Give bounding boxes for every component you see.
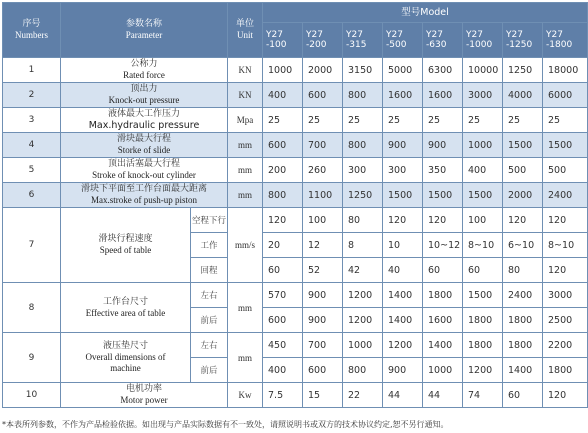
value-cell: 1400 xyxy=(383,308,423,333)
param-header-cn: 参数名称 xyxy=(126,19,163,29)
table-row xyxy=(3,333,588,358)
value-cell: 570 xyxy=(263,283,303,308)
value-cell: 120 xyxy=(503,208,543,233)
value-cell: 1500 xyxy=(463,283,503,308)
value-cell: 900 xyxy=(383,358,423,383)
value-cell: 6~10 xyxy=(503,233,543,258)
param-name: 工作台尺寸 Effective area of table xyxy=(61,283,191,333)
model-y27-1250: Y27 -1250 xyxy=(503,23,543,58)
value-cell: 1500 xyxy=(503,133,543,158)
unit-cell: mm xyxy=(228,158,263,183)
value-cell: 7.5 xyxy=(263,383,303,408)
value-cell: 120 xyxy=(543,383,588,408)
value-cell: 1400 xyxy=(383,283,423,308)
param-name: 顶出活塞最大行程 Stroke of knock-out cylinder xyxy=(61,158,228,183)
row-number: 9 xyxy=(3,333,61,383)
value-cell: 1000 xyxy=(343,333,383,358)
unit-cell: KN xyxy=(228,58,263,83)
value-cell: 1000 xyxy=(423,358,463,383)
value-cell: 8~10 xyxy=(543,233,588,258)
spec-table xyxy=(2,2,588,408)
model-y27-500: Y27 -500 xyxy=(383,23,423,58)
value-cell: 1200 xyxy=(343,308,383,333)
row-number: 6 xyxy=(3,183,61,208)
value-cell: 8 xyxy=(343,233,383,258)
value-cell: 100 xyxy=(303,208,343,233)
sub-label: 左右 xyxy=(191,333,228,358)
row-number: 10 xyxy=(3,383,61,408)
unit-cell: mm xyxy=(228,283,263,333)
value-cell: 44 xyxy=(383,383,423,408)
value-cell: 350 xyxy=(423,158,463,183)
unit-cell: Mpa xyxy=(228,108,263,133)
table-row xyxy=(3,208,588,233)
value-cell: 260 xyxy=(303,158,343,183)
unit-cell: KN xyxy=(228,83,263,108)
value-cell: 1200 xyxy=(463,358,503,383)
value-cell: 20 xyxy=(263,233,303,258)
value-cell: 1250 xyxy=(503,58,543,83)
value-cell: 600 xyxy=(303,83,343,108)
value-cell: 1800 xyxy=(503,333,543,358)
value-cell: 1800 xyxy=(503,308,543,333)
value-cell: 400 xyxy=(263,358,303,383)
unit-header-cn: 单位 xyxy=(236,19,255,29)
value-cell: 1500 xyxy=(463,183,503,208)
param-name: 电机功率 Motor power xyxy=(61,383,228,408)
value-cell: 80 xyxy=(503,258,543,283)
value-cell: 2400 xyxy=(543,183,588,208)
sub-label: 前后 xyxy=(191,358,228,383)
value-cell: 1600 xyxy=(423,308,463,333)
value-cell: 120 xyxy=(543,258,588,283)
value-cell: 1600 xyxy=(423,83,463,108)
value-cell: 60 xyxy=(503,383,543,408)
unit-cell: mm xyxy=(228,133,263,158)
value-cell: 120 xyxy=(263,208,303,233)
model-y27-1000: Y27 -1000 xyxy=(463,23,503,58)
value-cell: 4000 xyxy=(503,83,543,108)
seq-header xyxy=(3,3,61,58)
param-name: 顶出力 Knock-out pressure xyxy=(61,83,228,108)
unit-cell: mm xyxy=(228,333,263,383)
value-cell: 40 xyxy=(383,258,423,283)
value-cell: 1000 xyxy=(463,133,503,158)
value-cell: 120 xyxy=(383,208,423,233)
model-y27-630: Y27 -630 xyxy=(423,23,463,58)
value-cell: 500 xyxy=(543,158,588,183)
row-number: 5 xyxy=(3,158,61,183)
row-number: 3 xyxy=(3,108,61,133)
table-row xyxy=(3,158,588,183)
param-name: 滑块下平面至工作台面最大距离 Max.stroke of push-up piston xyxy=(61,183,228,208)
value-cell: 1000 xyxy=(263,58,303,83)
value-cell: 450 xyxy=(263,333,303,358)
value-cell: 6000 xyxy=(543,83,588,108)
value-cell: 900 xyxy=(383,133,423,158)
value-cell: 1500 xyxy=(543,133,588,158)
value-cell: 900 xyxy=(423,133,463,158)
value-cell: 800 xyxy=(343,133,383,158)
value-cell: 25 xyxy=(423,108,463,133)
table-row xyxy=(3,83,588,108)
value-cell: 5000 xyxy=(383,58,423,83)
unit-cell: mm/s xyxy=(228,208,263,283)
value-cell: 6300 xyxy=(423,58,463,83)
value-cell: 600 xyxy=(263,308,303,333)
row-number: 1 xyxy=(3,58,61,83)
seq-header-en: Numbers xyxy=(15,30,48,40)
value-cell: 25 xyxy=(463,108,503,133)
sub-label: 工作 xyxy=(191,233,228,258)
table-row xyxy=(3,383,588,408)
value-cell: 25 xyxy=(543,108,588,133)
value-cell: 900 xyxy=(303,283,343,308)
value-cell: 1400 xyxy=(503,358,543,383)
model-y27-100: Y27 -100 xyxy=(263,23,303,58)
row-number: 2 xyxy=(3,83,61,108)
header-row xyxy=(3,3,588,23)
value-cell: 74 xyxy=(463,383,503,408)
value-cell: 3000 xyxy=(543,283,588,308)
param-name: 公称力 Rated force xyxy=(61,58,228,83)
unit-cell: mm xyxy=(228,183,263,208)
param-header-en: Parameter xyxy=(125,30,163,40)
value-cell: 2400 xyxy=(503,283,543,308)
model-y27-200: Y27 -200 xyxy=(303,23,343,58)
value-cell: 1200 xyxy=(343,283,383,308)
value-cell: 500 xyxy=(503,158,543,183)
value-cell: 600 xyxy=(303,358,343,383)
value-cell: 1500 xyxy=(423,183,463,208)
value-cell: 600 xyxy=(263,133,303,158)
sub-label: 前后 xyxy=(191,308,228,333)
param-header xyxy=(61,3,228,58)
value-cell: 80 xyxy=(343,208,383,233)
value-cell: 25 xyxy=(303,108,343,133)
value-cell: 60 xyxy=(423,258,463,283)
value-cell: 60 xyxy=(463,258,503,283)
value-cell: 1200 xyxy=(383,333,423,358)
value-cell: 10 xyxy=(383,233,423,258)
value-cell: 10000 xyxy=(463,58,503,83)
value-cell: 120 xyxy=(543,208,588,233)
value-cell: 2000 xyxy=(503,183,543,208)
value-cell: 2500 xyxy=(543,308,588,333)
sub-label: 空程下行 xyxy=(191,208,228,233)
value-cell: 52 xyxy=(303,258,343,283)
table-row xyxy=(3,133,588,158)
sub-label: 左右 xyxy=(191,283,228,308)
param-name: 液体最大工作压力 Max.hydraulic pressure xyxy=(61,108,228,133)
value-cell: 100 xyxy=(463,208,503,233)
param-name: 液压垫尺寸 Overall dimensions of machine xyxy=(61,333,191,383)
value-cell: 300 xyxy=(383,158,423,183)
value-cell: 1800 xyxy=(463,308,503,333)
model-y27-1800: Y27 -1800 xyxy=(543,23,588,58)
value-cell: 10~12 xyxy=(423,233,463,258)
seq-header-cn: 序号 xyxy=(22,19,41,29)
row-number: 4 xyxy=(3,133,61,158)
unit-cell: Kw xyxy=(228,383,263,408)
value-cell: 800 xyxy=(343,83,383,108)
value-cell: 1500 xyxy=(383,183,423,208)
value-cell: 400 xyxy=(263,83,303,108)
model-header: 型号Model xyxy=(263,3,588,23)
value-cell: 1800 xyxy=(463,333,503,358)
value-cell: 700 xyxy=(303,133,343,158)
value-cell: 300 xyxy=(343,158,383,183)
footnote: *本表所列参数，不作为产品检验依据。如出现与产品实际数据有不一致处，请照说明书或双方的技术协议约定,恕不另行通知。 xyxy=(2,420,449,429)
value-cell: 44 xyxy=(423,383,463,408)
value-cell: 18000 xyxy=(543,58,588,83)
value-cell: 60 xyxy=(263,258,303,283)
value-cell: 1400 xyxy=(423,333,463,358)
sub-label: 回程 xyxy=(191,258,228,283)
table-row xyxy=(3,108,588,133)
value-cell: 1800 xyxy=(423,283,463,308)
value-cell: 120 xyxy=(423,208,463,233)
value-cell: 1100 xyxy=(303,183,343,208)
value-cell: 800 xyxy=(343,358,383,383)
value-cell: 3000 xyxy=(463,83,503,108)
value-cell: 200 xyxy=(263,158,303,183)
table-row xyxy=(3,58,588,83)
value-cell: 8~10 xyxy=(463,233,503,258)
value-cell: 22 xyxy=(343,383,383,408)
row-number: 7 xyxy=(3,208,61,283)
value-cell: 900 xyxy=(303,308,343,333)
value-cell: 700 xyxy=(303,333,343,358)
unit-header xyxy=(228,3,263,58)
value-cell: 25 xyxy=(383,108,423,133)
value-cell: 1250 xyxy=(343,183,383,208)
unit-header-en: Unit xyxy=(237,30,254,40)
row-number: 8 xyxy=(3,283,61,333)
table-row xyxy=(3,283,588,308)
value-cell: 2000 xyxy=(303,58,343,83)
value-cell: 1600 xyxy=(383,83,423,108)
value-cell: 25 xyxy=(343,108,383,133)
value-cell: 800 xyxy=(263,183,303,208)
value-cell: 12 xyxy=(303,233,343,258)
value-cell: 2200 xyxy=(543,333,588,358)
value-cell: 25 xyxy=(503,108,543,133)
value-cell: 25 xyxy=(263,108,303,133)
table-row xyxy=(3,183,588,208)
model-y27-315: Y27 -315 xyxy=(343,23,383,58)
value-cell: 1800 xyxy=(543,358,588,383)
param-name: 滑块行程速度 Speed of table xyxy=(61,208,191,283)
value-cell: 400 xyxy=(463,158,503,183)
value-cell: 3150 xyxy=(343,58,383,83)
value-cell: 15 xyxy=(303,383,343,408)
value-cell: 42 xyxy=(343,258,383,283)
param-name: 滑块最大行程 Storke of slide xyxy=(61,133,228,158)
